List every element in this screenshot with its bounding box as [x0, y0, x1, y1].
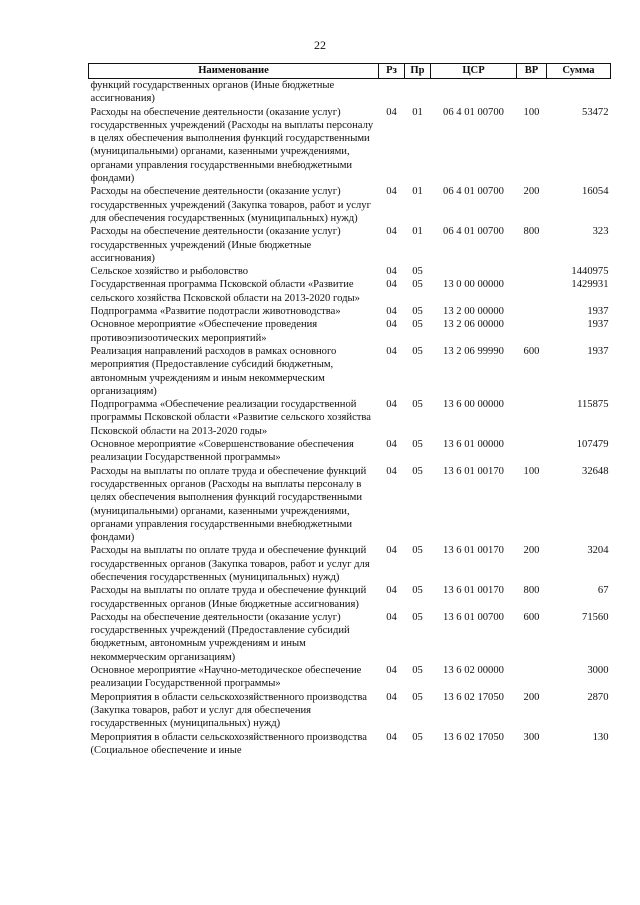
table-row [89, 225, 611, 265]
cell-pr: 05 [412, 279, 423, 291]
cell-csr: 13 2 06 00000 [443, 319, 504, 331]
cell-name: Государственная программа Псковской области «Развитие сельского хозяйства Псковской области на 2013-2020 годы» [90, 279, 360, 304]
cell-csr [431, 265, 517, 278]
cell-rz: 04 [386, 691, 397, 703]
cell-vr [517, 305, 547, 318]
cell-sum: 2870 [587, 691, 609, 703]
table-row [89, 278, 611, 305]
cell-rz: 04 [386, 545, 397, 557]
cell-vr: 200 [523, 545, 540, 557]
cell-csr: 13 6 01 00170 [443, 465, 504, 477]
cell-rz: 04 [386, 319, 397, 331]
cell-name: Расходы на обеспечение деятельности (оказание услуг) государственных учреждений (Иные бюджетные ассигнования) [90, 226, 341, 264]
cell-pr: 05 [412, 691, 423, 703]
cell-vr: 100 [523, 106, 540, 118]
cell-csr: 13 0 00 00000 [443, 279, 504, 291]
header-csr: ЦСР [431, 64, 517, 79]
cell-csr [431, 79, 517, 106]
cell-vr [517, 79, 547, 106]
cell-pr: 05 [412, 731, 423, 743]
cell-csr: 13 6 01 00000 [443, 439, 504, 451]
cell-vr: 300 [523, 731, 540, 743]
cell-pr: 01 [412, 226, 423, 238]
table-row [89, 106, 611, 186]
cell-vr [517, 664, 547, 691]
cell-sum: 1440975 [571, 266, 609, 278]
cell-vr: 600 [523, 611, 540, 623]
cell-csr: 13 6 02 00000 [443, 665, 504, 677]
cell-csr: 13 6 00 00000 [443, 399, 504, 411]
cell-vr [517, 318, 547, 345]
cell-sum: 115875 [577, 399, 609, 411]
header-pr: Пр [405, 64, 431, 79]
cell-rz: 04 [386, 731, 397, 743]
table-row [89, 185, 611, 225]
cell-name: функций государственных органов (Иные бюджетные ассигнования) [90, 80, 335, 105]
table-body [89, 79, 611, 758]
cell-rz [379, 79, 405, 106]
table-row [89, 345, 611, 398]
table-row [89, 438, 611, 465]
cell-sum: 71560 [582, 611, 609, 623]
cell-vr [517, 278, 547, 305]
cell-pr: 05 [412, 266, 423, 278]
cell-vr: 800 [523, 226, 540, 238]
budget-table [88, 63, 611, 757]
cell-name: Подпрограмма «Развитие подотрасли животноводства» [90, 306, 341, 318]
cell-sum: 1937 [587, 306, 609, 318]
cell-rz: 04 [386, 186, 397, 198]
table-row [89, 265, 611, 278]
cell-sum: 16054 [582, 186, 609, 198]
cell-sum: 53472 [582, 106, 609, 118]
cell-pr: 05 [412, 545, 423, 557]
cell-rz: 04 [386, 345, 397, 357]
table-row [89, 318, 611, 345]
cell-pr: 05 [412, 665, 423, 677]
table-row [89, 584, 611, 611]
header-name: Наименование [89, 64, 379, 79]
table-header [89, 64, 611, 79]
cell-csr: 06 4 01 00700 [443, 226, 504, 238]
cell-vr: 100 [523, 465, 540, 477]
header-rz: Рз [379, 64, 405, 79]
cell-rz: 04 [386, 266, 397, 278]
table-row [89, 544, 611, 584]
cell-vr [517, 265, 547, 278]
cell-name: Расходы на выплаты по оплате труда и обеспечение функций государственных органов (Расходы на выплаты персоналу в целях обеспечения выполнения функций государственными (муниципальными) органами, казенными учреждениями, органами управления государственными внебюджетными фондами) [90, 465, 367, 544]
cell-sum: 107479 [576, 439, 609, 451]
cell-name: Подпрограмма «Обеспечение реализации государственной программы Псковской области «Развитие сельского хозяйства Псковской области на 2013-2020 годы» [90, 399, 371, 437]
cell-sum: 323 [592, 226, 609, 238]
cell-vr: 200 [523, 691, 540, 703]
cell-vr: 600 [523, 345, 540, 357]
cell-rz: 04 [386, 399, 397, 411]
cell-csr: 13 2 00 00000 [443, 306, 504, 318]
cell-sum: 3204 [587, 545, 609, 557]
cell-rz: 04 [386, 279, 397, 291]
cell-csr: 06 4 01 00700 [443, 106, 504, 118]
cell-pr: 05 [412, 306, 423, 318]
table-row [89, 398, 611, 438]
cell-vr: 200 [523, 186, 540, 198]
cell-pr: 01 [412, 186, 423, 198]
table-row [89, 79, 611, 106]
cell-sum [547, 79, 611, 106]
cell-csr: 13 6 02 17050 [443, 691, 504, 703]
cell-rz: 04 [386, 226, 397, 238]
cell-name: Расходы на обеспечение деятельности (оказание услуг) государственных учреждений (Расходы на выплаты персоналу в целях обеспечения выполнения функций государственными (муниципальными) органами, казенными учреждениями, органами управления государственными внебюджетными фондами) [90, 106, 374, 185]
cell-csr: 06 4 01 00700 [443, 186, 504, 198]
cell-csr: 13 2 06 99990 [443, 345, 504, 357]
cell-name: Расходы на выплаты по оплате труда и обеспечение функций государственных органов (Закупка товаров, работ и услуг для обеспечения государственных (муниципальных) нужд) [90, 545, 370, 583]
cell-sum: 130 [592, 731, 609, 743]
cell-name: Основное мероприятие «Научно-методическое обеспечение реализации Государственной программы» [90, 665, 362, 690]
cell-name: Основное мероприятие «Совершенствование обеспечения реализации Государственной программы» [90, 439, 354, 464]
cell-rz: 04 [386, 611, 397, 623]
cell-name: Расходы на обеспечение деятельности (оказание услуг) государственных учреждений (Предоставление субсидий бюджетным, автономным учреждениям и иным некоммерческим организациям) [90, 611, 350, 663]
cell-name: Мероприятия в области сельскохозяйственного производства (Закупка товаров, работ и услуг для обеспечения государственных (муниципальных) нужд) [90, 691, 367, 730]
cell-pr: 05 [412, 611, 423, 623]
cell-name: Мероприятия в области сельскохозяйственного производства (Социальное обеспечение и иные [90, 731, 367, 756]
cell-sum: 1429931 [571, 279, 609, 291]
cell-name: Основное мероприятие «Обеспечение проведения противоэпизоотических мероприятий» [90, 319, 318, 344]
cell-pr: 05 [412, 319, 423, 331]
table-row [89, 611, 611, 664]
cell-sum: 32648 [582, 465, 609, 477]
cell-pr: 05 [412, 439, 423, 451]
cell-rz: 04 [386, 106, 397, 118]
table-row [89, 465, 611, 545]
table-row [89, 731, 611, 758]
header-sum: Сумма [547, 64, 611, 79]
table-row [89, 664, 611, 691]
cell-pr: 05 [412, 585, 423, 597]
cell-name: Сельское хозяйство и рыболовство [90, 266, 249, 278]
cell-vr [517, 398, 547, 438]
header-vr: ВР [517, 64, 547, 79]
cell-name: Реализация направлений расходов в рамках основного мероприятия (Предоставление субсидий бюджетным, автономным учреждениям и иным некоммерческим организациям) [90, 345, 337, 397]
table-row [89, 691, 611, 731]
cell-csr: 13 6 01 00700 [443, 611, 504, 623]
cell-sum: 67 [597, 585, 609, 597]
cell-pr: 05 [412, 345, 423, 357]
cell-pr [405, 79, 431, 106]
page-number: 22 [314, 38, 326, 52]
cell-sum: 3000 [587, 665, 609, 677]
cell-pr: 05 [412, 465, 423, 477]
cell-sum: 1937 [587, 319, 609, 331]
cell-rz: 04 [386, 665, 397, 677]
cell-rz: 04 [386, 465, 397, 477]
cell-name: Расходы на выплаты по оплате труда и обеспечение функций государственных органов (Иные бюджетные ассигнования) [90, 585, 367, 610]
table-row [89, 305, 611, 318]
cell-vr [517, 438, 547, 465]
cell-rz: 04 [386, 439, 397, 451]
cell-csr: 13 6 01 00170 [443, 585, 504, 597]
cell-csr: 13 6 01 00170 [443, 545, 504, 557]
cell-rz: 04 [386, 585, 397, 597]
cell-rz: 04 [386, 306, 397, 318]
cell-pr: 05 [412, 399, 423, 411]
cell-pr: 01 [412, 106, 423, 118]
cell-csr: 13 6 02 17050 [443, 731, 504, 743]
cell-vr: 800 [523, 585, 540, 597]
cell-name: Расходы на обеспечение деятельности (оказание услуг) государственных учреждений (Закупка товаров, работ и услуг для обеспечения государственных (муниципальных) нужд) [90, 186, 371, 224]
cell-sum: 1937 [587, 345, 609, 357]
